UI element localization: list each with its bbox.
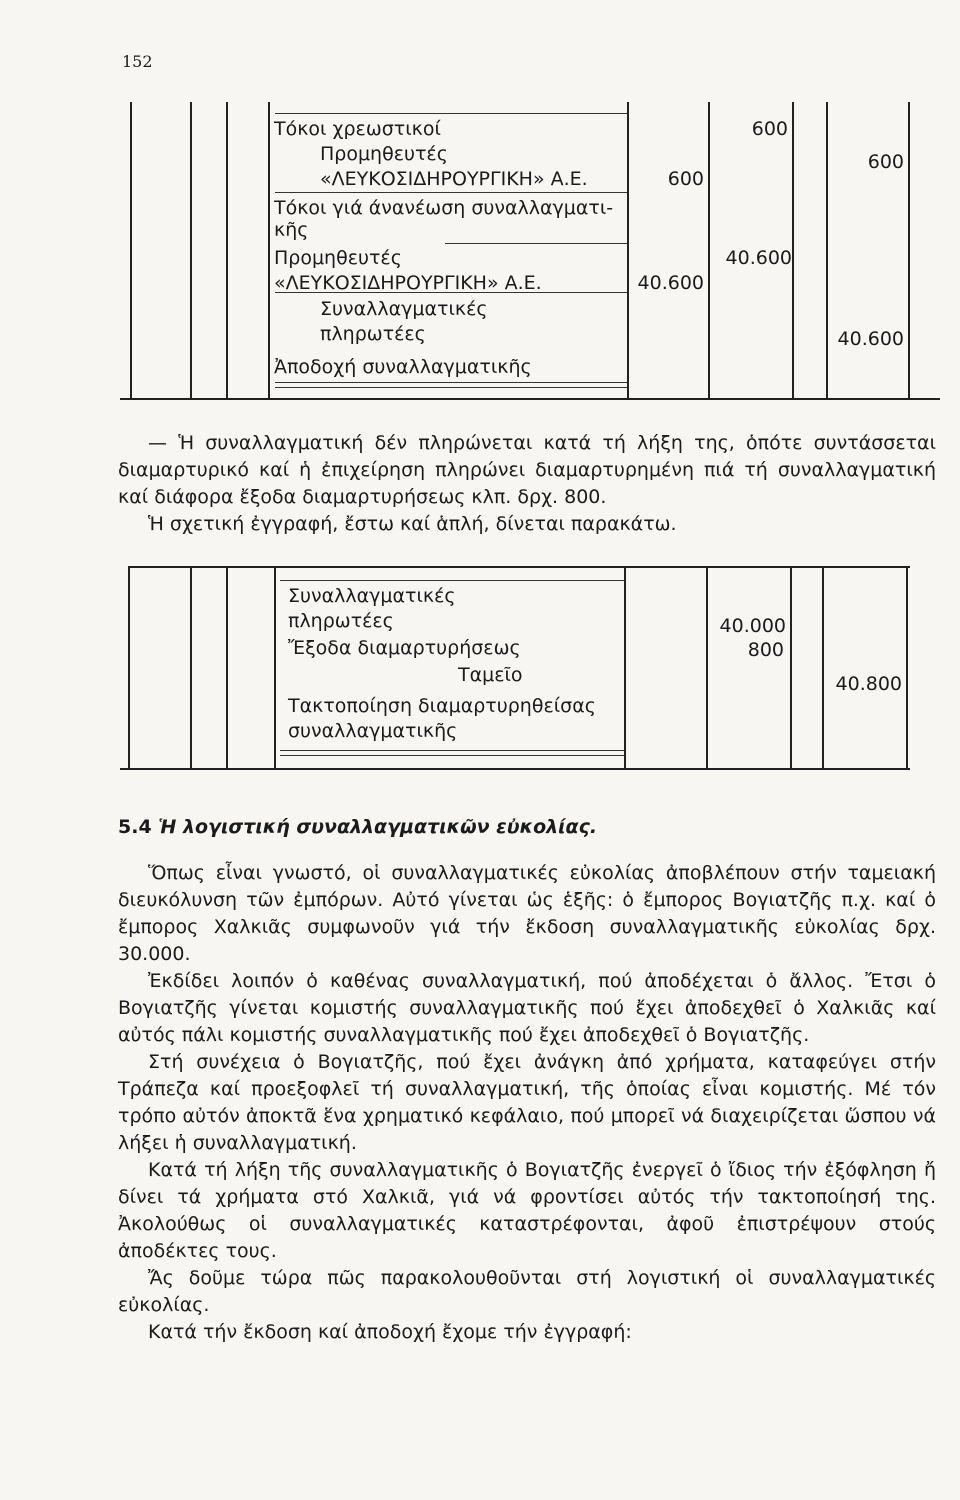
account-bills-payable: Συναλλαγματικές bbox=[288, 585, 456, 607]
rule bbox=[280, 750, 624, 751]
rule bbox=[627, 102, 629, 398]
account-debit-interest: Τόκοι χρεωστικοί bbox=[274, 118, 441, 140]
narration-renewal-interest: Τόκοι γιά άνανέωση συναλλαγματι- bbox=[274, 197, 614, 219]
account-supplier-name: «ΛΕΥΚΟΣΙΔΗΡΟΥΡΓΙΚΗ» Α.Ε. bbox=[320, 168, 588, 190]
amount-debit: 40.600 bbox=[725, 247, 792, 269]
rule bbox=[624, 566, 626, 768]
account-suppliers: Προμηθευτές bbox=[320, 143, 448, 165]
rule bbox=[268, 102, 270, 398]
account-bills-payable-cont: πληρωτέες bbox=[288, 610, 394, 632]
rule bbox=[226, 102, 228, 398]
paragraph: Ἡ σχετική ἐγγραφή, ἔστω καί ἁπλή, δίνεται παρακάτω. bbox=[148, 513, 677, 535]
account-supplier-name-2: «ΛΕΥΚΟΣΙΔΗΡΟΥΡΓΙΚΗ» Α.Ε. bbox=[274, 272, 542, 294]
account-bills-payable: Συναλλαγματικές bbox=[320, 298, 488, 320]
rule bbox=[275, 113, 627, 114]
amount-credit: 40.600 bbox=[837, 328, 904, 350]
narration-acceptance: Ἀποδοχή συναλλαγματικῆς bbox=[274, 356, 532, 378]
rule bbox=[822, 566, 824, 768]
rule bbox=[190, 566, 192, 768]
rule bbox=[792, 102, 794, 398]
section-title: Ἡ λογιστική συναλλαγματικῶν εὐκολίας. bbox=[158, 816, 598, 838]
rule bbox=[790, 566, 792, 768]
amount-debit: 600 bbox=[751, 118, 788, 140]
amount-debit: 40.000 bbox=[719, 615, 786, 637]
amount-partial: 40.600 bbox=[637, 272, 704, 294]
section-heading bbox=[118, 816, 597, 838]
rule bbox=[226, 566, 228, 768]
paragraph: Κατά τήν ἔκδοση καί ἀποδοχή ἔχομε τήν ἐγγραφή: bbox=[148, 1321, 632, 1343]
paragraph: — Ἡ συναλλαγματική δέν πληρώνεται κατά τή λήξη της, ὁπότε συντάσσεται διαμαρτυρικό καί ἡ ἐπιχείρηση πληρώνει διαμαρτυρημένη πιά τή συναλλαγματική καί διάφορα ἔξοδα διαμαρτυρήσεως κλπ. δρχ. 800. bbox=[118, 432, 936, 508]
top-rule bbox=[128, 566, 910, 568]
bottom-rule bbox=[120, 768, 910, 770]
narration-settlement-cont: συναλλαγματικῆς bbox=[288, 720, 458, 742]
rule bbox=[280, 755, 624, 756]
paragraph: Ὅπως εἶναι γνωστό, οἱ συναλλαγματικές εὐκολίας ἀποβλέπουν στήν ταμειακή διευκόλυνση τῶν ἐμπόρων. Αὐτό γίνεται ὡς ἑξῆς: ὁ ἔμπορος Βογιατζῆς π.χ. καί ὁ ἔμπορος Χαλκιᾶς συμφωνοῦν γιά τήν ἔκδοση συναλλαγματικῆς εὐκολίας δρχ. 30.000. bbox=[118, 862, 936, 965]
rule bbox=[445, 243, 627, 244]
rule bbox=[275, 192, 627, 193]
rule bbox=[128, 566, 130, 768]
rule bbox=[706, 566, 708, 768]
narration-settlement: Τακτοποίηση διαμαρτυρηθείσας bbox=[288, 695, 596, 717]
rule bbox=[275, 387, 627, 388]
rule bbox=[275, 382, 627, 383]
rule bbox=[908, 102, 910, 398]
page-number: 152 bbox=[122, 52, 153, 71]
section-number: 5.4 bbox=[118, 816, 152, 838]
amount-partial: 600 bbox=[667, 168, 704, 190]
paragraph: Στή συνέχεια ὁ Βογιατζῆς, πού ἔχει ἀνάγκη ἀπό χρήματα, καταφεύγει στήν Τράπεζα καί προεξοφλεῖ τή συναλλαγματική, τῆς ὁποίας εἶναι κομιστής. Μέ τόν τρόπο αὐτόν ἀποκτᾶ ἕνα χρηματικό κεφάλαιο, πού μπορεῖ νά διαχειρίζεται ὥσπου νά λήξει ἡ συναλλαγματική. bbox=[118, 1051, 936, 1154]
rule bbox=[274, 566, 276, 768]
account-bills-payable-cont: πληρωτέες bbox=[320, 323, 426, 345]
rule bbox=[826, 102, 828, 398]
amount-credit: 40.800 bbox=[835, 673, 902, 695]
amount-credit: 600 bbox=[867, 151, 904, 173]
rule bbox=[906, 566, 908, 768]
paragraph: Ἐκδίδει λοιπόν ὁ καθένας συναλλαγματική, πού ἀποδέχεται ὁ ἄλλος. Ἔτσι ὁ Βογιατζῆς γίνεται κομιστής συναλλαγματικῆς πού ἔχει ἀποδεχθεῖ ὁ Χαλκιᾶς καί αὐτός πάλι κομιστής συναλλαγματικῆς πού ἔχει ἀποδεχθεῖ ὁ Βογιατζῆς. bbox=[118, 970, 936, 1046]
account-suppliers-2: Προμηθευτές bbox=[274, 247, 402, 269]
body-text bbox=[118, 860, 936, 1346]
rule bbox=[280, 580, 624, 581]
paragraph: Ἄς δοῦμε τώρα πῶς παρακολουθοῦνται στή λογιστική οἱ συναλλαγματικές εὐκολίας. bbox=[118, 1267, 936, 1316]
paragraph: Κατά τή λήξη τῆς συναλλαγματικῆς ὁ Βογιατζῆς ἐνεργεῖ ὁ ἴδιος τήν ἐξόφληση ἤ δίνει τά χρήματα στό Χαλκιᾶ, γιά νά φροντίσει αὐτός τήν τακτοποίησή της. Ἀκολούθως οἱ συναλλαγματικές καταστρέφονται, ἀφοῦ ἐπιστρέψουν στούς ἀποδέκτες τους. bbox=[118, 1159, 936, 1262]
amount-debit: 800 bbox=[747, 639, 784, 661]
rule bbox=[190, 102, 192, 398]
rule bbox=[130, 102, 132, 398]
account-cash: Ταμεῖο bbox=[458, 664, 523, 686]
account-protest-expenses: Ἔξοδα διαμαρτυρήσεως bbox=[288, 637, 521, 659]
text-protest bbox=[118, 430, 936, 538]
narration-renewal-interest-cont: κῆς bbox=[274, 219, 309, 241]
bottom-rule bbox=[120, 398, 940, 400]
